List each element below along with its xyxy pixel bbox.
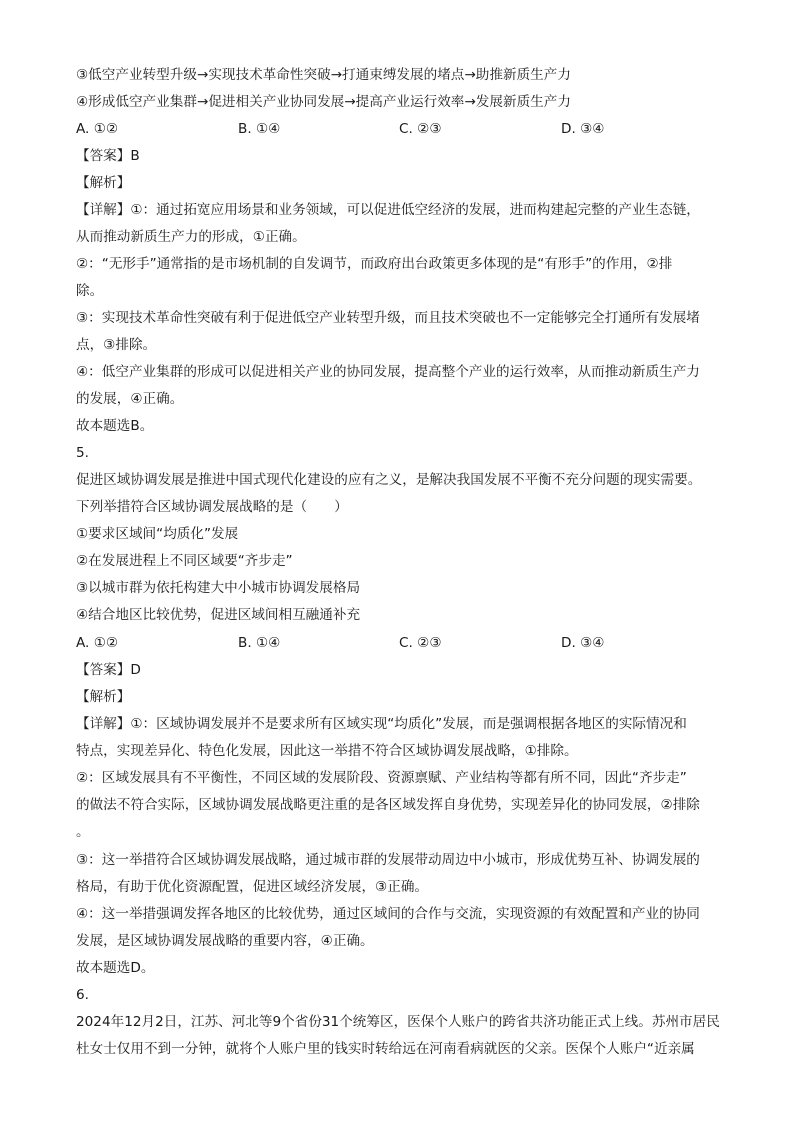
q5-explain-line: ③：这一举措符合区域协调发展战略，通过城市群的发展带动周边中小城市，形成优势互补、协调发展的 [76, 852, 700, 868]
q4-explain-line: 除。 [76, 283, 104, 299]
q5-options [76, 634, 726, 652]
q4-conclusion: 故本题选B。 [76, 418, 154, 434]
q5-item-2: ②在发展进程上不同区域要“齐步走” [76, 553, 293, 569]
q4-option-a: A. ①② [76, 121, 119, 137]
q4-explain-line: ④：低空产业集群的形成可以促进相关产业的协同发展，提高整个产业的运行效率，从而推动新质生产力 [76, 364, 700, 380]
q5-explain-line: 特点，实现差异化、特色化发展，因此这一举措不符合区域协调发展战略，①排除。 [76, 743, 578, 759]
q5-explain-line: 的做法不符合实际，区域协调发展战略更注重的是各区域发挥自身优势，实现差异化的协同发展，②排除 [76, 797, 700, 813]
q5-item-1: ①要求区域间“均质化”发展 [76, 526, 239, 542]
q5-explain-line: ②：区域发展具有不平衡性，不同区域的发展阶段、资源禀赋、产业结构等都有所不同，因此“齐步走” [76, 770, 687, 786]
q5-explain-line: 【详解】①：区域协调发展并不是要求所有区域实现“均质化”发展，而是强调根据各地区的实际情况和 [76, 716, 687, 732]
q6-stem-line: 2024年12月2日，江苏、河北等9个省份31个统筹区，医保个人账户的跨省共济功能正式上线。苏州市居民 [76, 1014, 720, 1030]
q6-number: 6. [76, 987, 89, 1003]
q5-answer: 【答案】D [76, 662, 141, 678]
q4-explain-line: 的发展，④正确。 [76, 391, 184, 407]
q4-explain-line: 点，③排除。 [76, 337, 157, 353]
q4-answer: 【答案】B [76, 148, 140, 164]
q4-option-d: D. ③④ [561, 121, 605, 137]
q4-analysis-label: 【解析】 [76, 175, 131, 191]
q5-option-b: B. ①④ [238, 635, 281, 651]
q4-option-b: B. ①④ [238, 121, 281, 137]
q4-explain-line: 从而推动新质生产力的形成，①正确。 [76, 229, 306, 245]
q5-explain-line: 。 [76, 824, 90, 840]
q5-stem-line: 下列举措符合区域协调发展战略的是（ ） [76, 499, 348, 515]
q5-option-c: C. ②③ [399, 635, 442, 651]
q5-explain-line: 发展，是区域协调发展战略的重要内容，④正确。 [76, 933, 374, 949]
q4-explain-line: ③：实现技术革命性突破有利于促进低空产业转型升级，而且技术突破也不一定能够完全打通所有发展堵 [76, 310, 700, 326]
q5-number: 5. [76, 445, 89, 461]
q5-option-d: D. ③④ [561, 635, 605, 651]
q5-stem-line: 促进区域协调发展是推进中国式现代化建设的应有之义，是解决我国发展不平衡不充分问题的现实需要。 [76, 472, 702, 488]
q4-item-4: ④形成低空产业集群→促进相关产业协同发展→提高产业运行效率→发展新质生产力 [76, 94, 571, 110]
q5-analysis-label: 【解析】 [76, 689, 131, 705]
q4-options [76, 120, 726, 138]
q5-option-a: A. ①② [76, 635, 119, 651]
q4-item-3: ③低空产业转型升级→实现技术革命性突破→打通束缚发展的堵点→助推新质生产力 [76, 67, 571, 83]
q5-item-4: ④结合地区比较优势，促进区域间相互融通补充 [76, 607, 361, 623]
q4-explain-line: ②：“无形手”通常指的是市场机制的自发调节，而政府出台政策更多体现的是“有形手”的作用，②排 [76, 256, 673, 272]
q5-conclusion: 故本题选D。 [76, 960, 155, 976]
q6-stem-line: 杜女士仅用不到一分钟，就将个人账户里的钱实时转给远在河南看病就医的父亲。医保个人账户“近亲属 [76, 1041, 695, 1057]
q5-explain-line: 格局，有助于优化资源配置，促进区域经济发展，③正确。 [76, 879, 429, 895]
q4-explain-line: 【详解】①：通过拓宽应用场景和业务领域，可以促进低空经济的发展，进而构建起完整的产业生态链， [76, 202, 700, 218]
q5-explain-line: ④：这一举措强调发挥各地区的比较优势，通过区域间的合作与交流，实现资源的有效配置和产业的协同 [76, 906, 700, 922]
q4-option-c: C. ②③ [399, 121, 442, 137]
q5-item-3: ③以城市群为依托构建大中小城市协调发展格局 [76, 580, 361, 596]
